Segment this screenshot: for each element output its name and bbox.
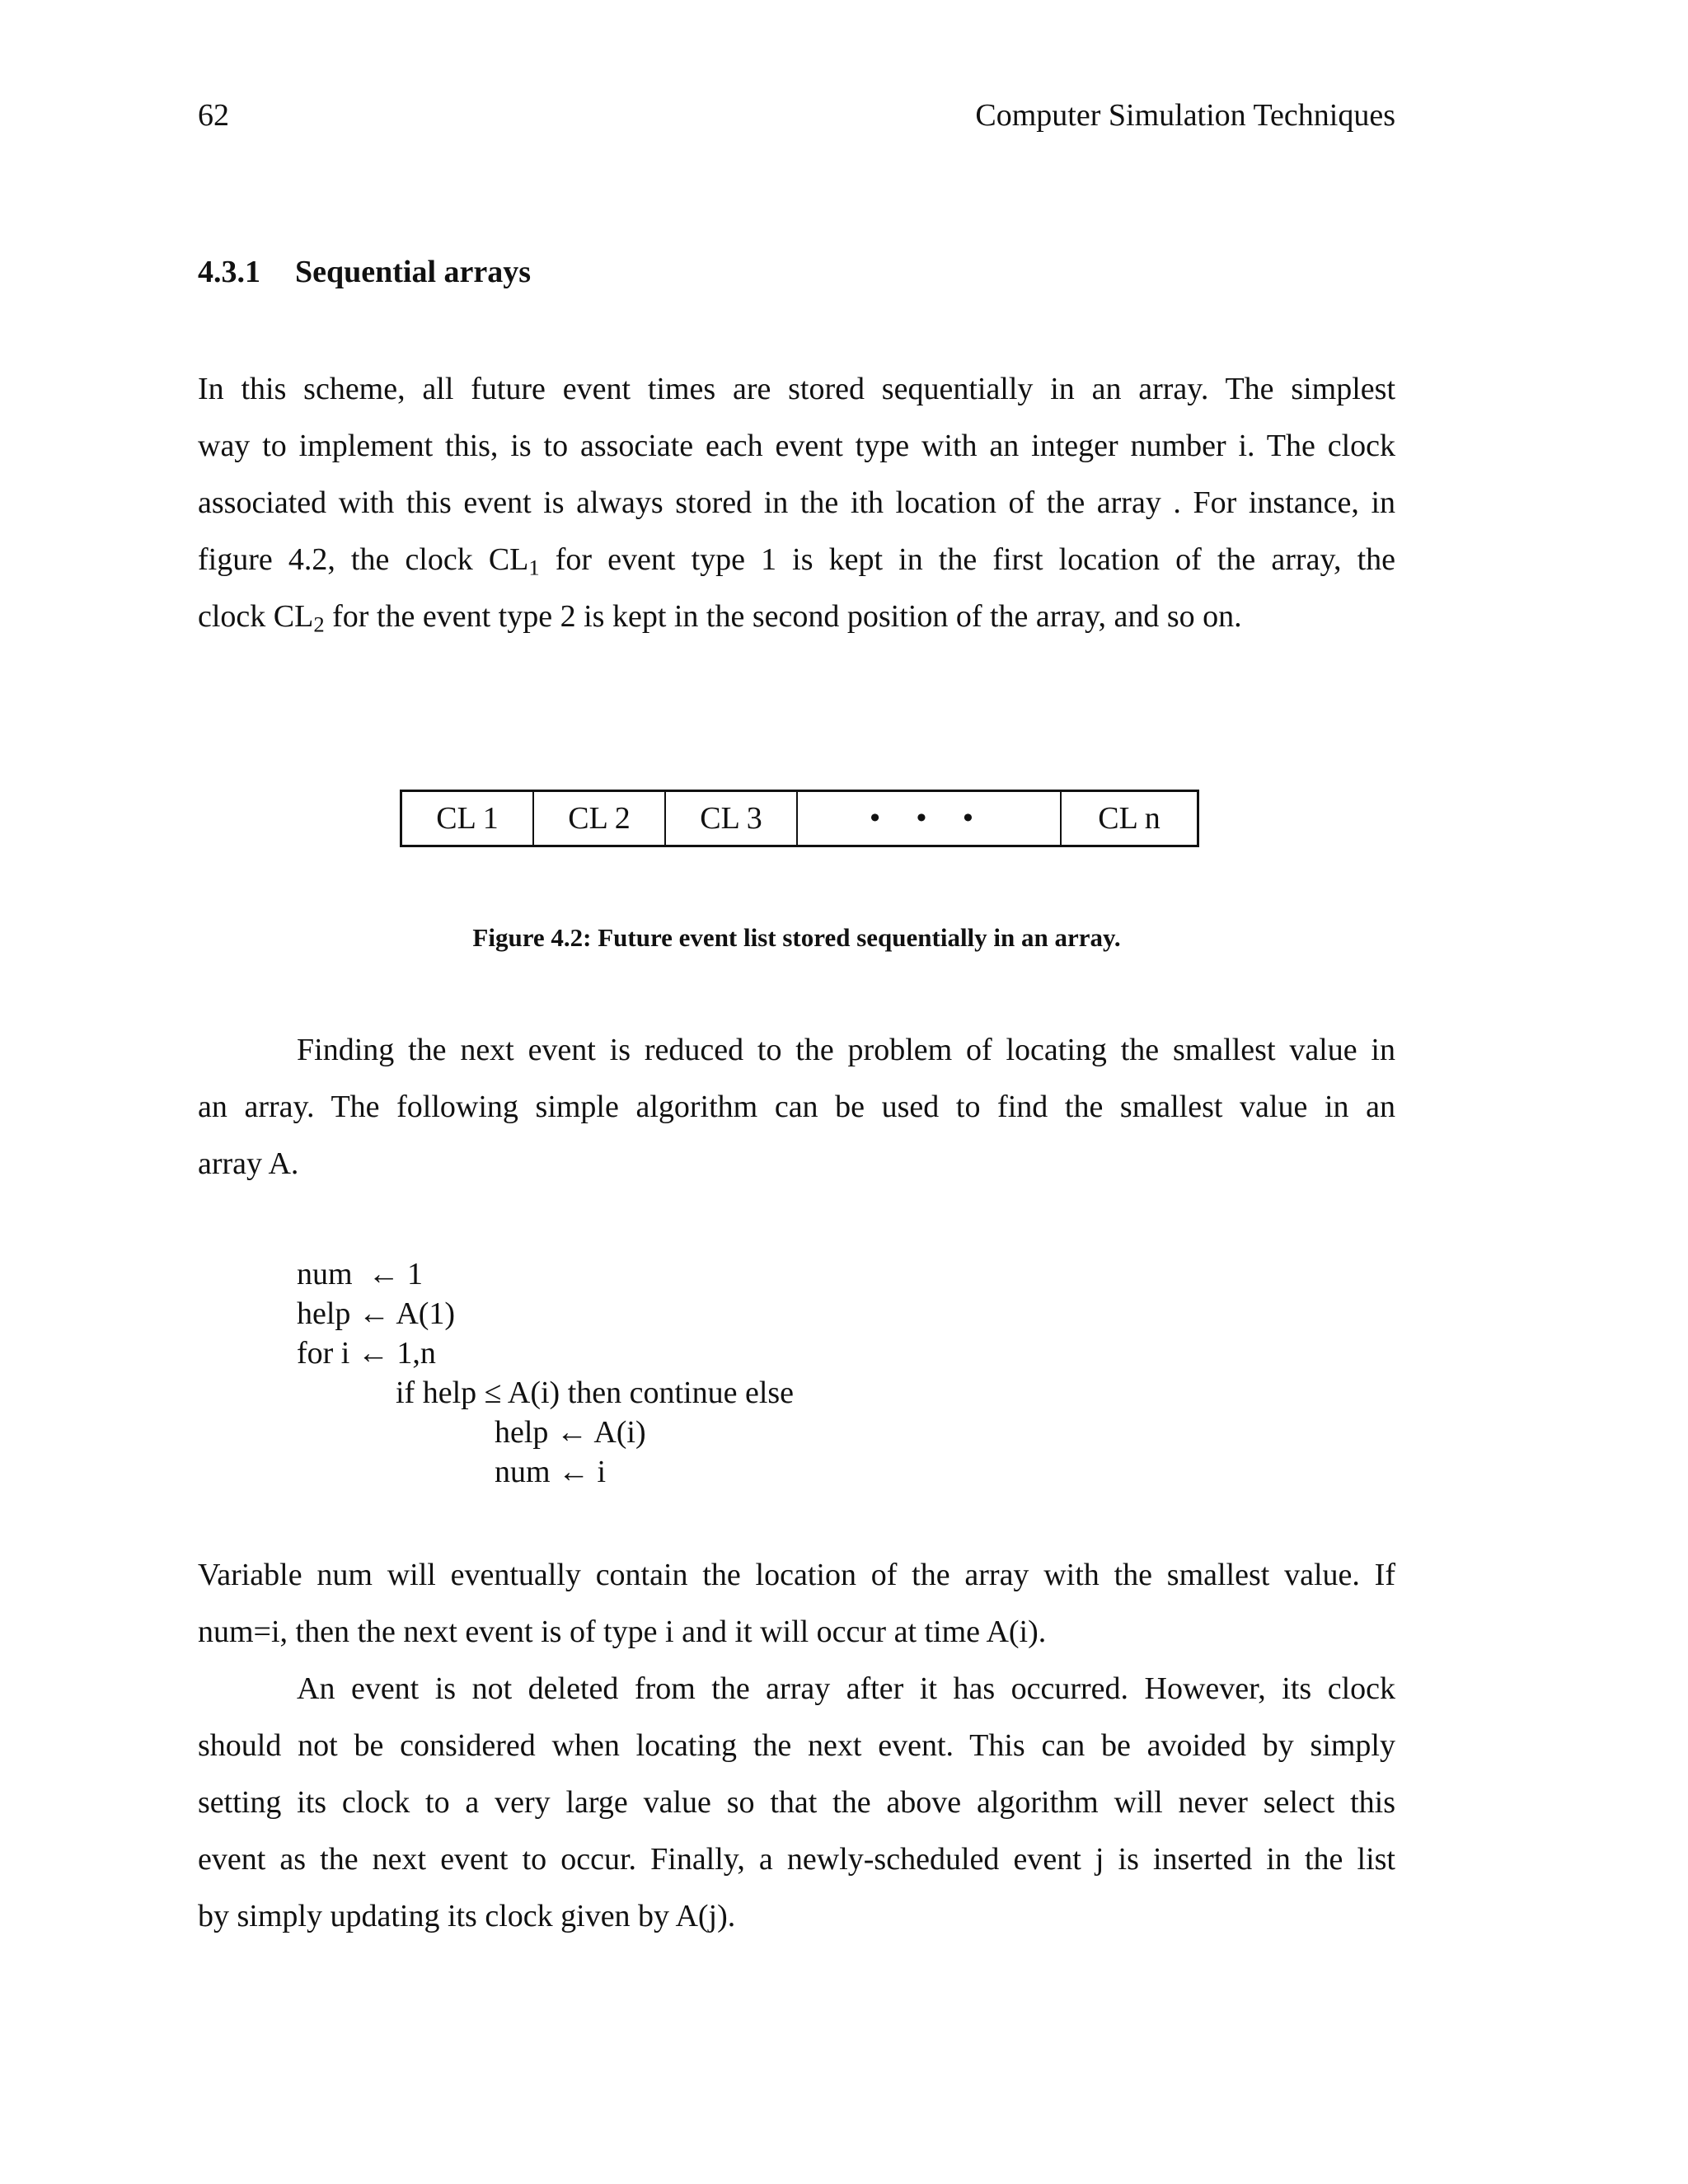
- ellipsis-dots: • • •: [870, 803, 988, 833]
- algorithm-line: for i ← 1,n: [297, 1336, 436, 1371]
- paragraph-line: way to implement this, is to associate each event type with an integer number i. The clock: [198, 429, 1395, 463]
- paragraph-line: an array. The following simple algorithm can be used to find the smallest value in an: [198, 1090, 1395, 1124]
- text-fragment: for event type 1 is kept in the first location of the array, the: [539, 542, 1395, 577]
- cell-label: CL: [1098, 801, 1138, 836]
- array-cell: CL 1: [402, 792, 534, 845]
- paragraph-line: [198, 532, 1395, 588]
- paragraph-line: Variable num will eventually contain the location of the array with the smallest value. If: [198, 1558, 1395, 1592]
- paragraph-finding: [198, 1022, 1395, 1193]
- paragraph-line: event as the next event to occur. Finally, a newly-scheduled event j is inserted in the list: [198, 1842, 1395, 1877]
- text-fragment: figure 4.2, the clock CL: [198, 542, 529, 577]
- paragraph-line: [198, 588, 1395, 645]
- text-fragment: clock CL: [198, 599, 314, 634]
- algorithm-line: help ← A(i): [495, 1415, 646, 1450]
- paragraph-line: should not be considered when locating the next event. This can be avoided by simply: [198, 1728, 1395, 1763]
- cell-label: CL: [436, 801, 476, 836]
- paragraph-line: Finding the next event is reduced to the problem of locating the smallest value in: [297, 1033, 1395, 1067]
- algorithm-block: [297, 1254, 794, 1492]
- paragraph-line: In this scheme, all future event times are stored sequentially in an array. The simplest: [198, 372, 1395, 406]
- cell-label: CL: [700, 801, 740, 836]
- subscript: 2: [313, 612, 325, 637]
- array-cell: CL 3: [666, 792, 798, 845]
- array-cell: CL 2: [534, 792, 666, 845]
- section-number: 4.3.1: [198, 255, 260, 289]
- paragraph-line: associated with this event is always stored in the ith location of the array . For instance, in: [198, 485, 1395, 520]
- algorithm-line: num ← 1: [297, 1257, 424, 1291]
- text-fragment: for the event type 2 is kept in the second position of the array, and so on.: [324, 599, 1242, 634]
- section-title: Sequential arrays: [295, 255, 532, 289]
- page-number: 62: [198, 98, 229, 133]
- algorithm-line: help ← A(1): [297, 1296, 456, 1331]
- cell-label: CL: [568, 801, 608, 836]
- algorithm-line: num ← i: [495, 1455, 607, 1489]
- array-figure: [400, 790, 1199, 847]
- paragraph-line: array A.: [198, 1146, 299, 1181]
- subscript: 1: [528, 555, 540, 580]
- paragraph-line: An event is not deleted from the array after it has occurred. However, its clock: [297, 1671, 1395, 1706]
- array-cell: CL n: [1098, 801, 1160, 836]
- paragraph-intro: [198, 361, 1395, 645]
- section-heading: [198, 254, 531, 290]
- algorithm-line: if help ≤ A(i) then continue else: [396, 1376, 795, 1410]
- figure-caption: Figure 4.2: Future event list stored sequentially in an array.: [472, 923, 1121, 952]
- paragraph-line: setting its clock to a very large value so that the above algorithm will never select this: [198, 1785, 1395, 1820]
- running-header-title: Computer Simulation Techniques: [975, 98, 1395, 133]
- paragraph-line: num=i, then the next event is of type i and it will occur at time A(i).: [198, 1615, 1047, 1649]
- paragraph-line: by simply updating its clock given by A(j).: [198, 1899, 736, 1933]
- paragraph-conclusion: [198, 1547, 1395, 1945]
- array-cell-ellipsis: [798, 792, 1062, 845]
